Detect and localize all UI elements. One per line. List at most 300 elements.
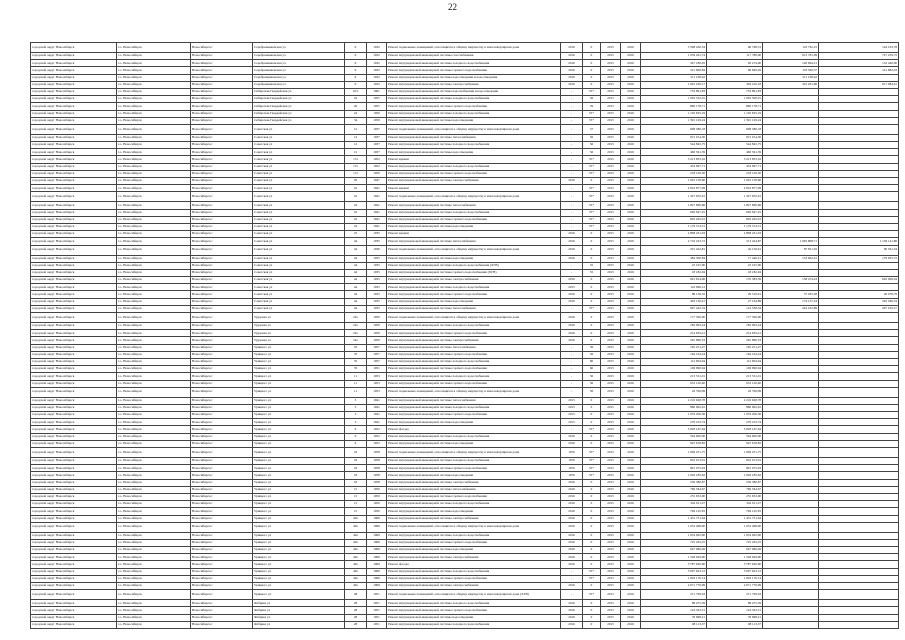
house-number-cell: 11 — [345, 373, 367, 380]
total-cost-cell: 484 300,84 — [641, 255, 707, 262]
street-cell: Урицкого ул — [253, 351, 345, 358]
house-number-cell: 16/1 — [345, 88, 367, 95]
cost-source-1-cell: 460 561,59 — [707, 149, 763, 156]
municipality-cell: городской округ Новосибирск — [31, 124, 117, 134]
total-cost-cell: 1 076 206,56 — [641, 412, 707, 419]
end-year-cell: 2016 — [621, 330, 641, 337]
locality-cell: Новосибирск г — [191, 600, 253, 607]
start-year-cell: 2015 — [601, 74, 621, 81]
cost-source-2-cell — [763, 103, 819, 110]
cost-source-2-cell — [763, 156, 819, 163]
cost-source-2-cell — [763, 583, 819, 590]
work-type-cell: Ремонт подвальных помещений, относящихся к общему имуществу в многоквартирном доме — [387, 245, 561, 255]
house-number-cell: 44 — [345, 262, 367, 269]
end-year-cell: 2016 — [621, 284, 641, 291]
start-year-cell: 2015 — [601, 134, 621, 141]
wear-percent-cell: 0 — [583, 231, 601, 238]
city-district-cell: г.о. Новосибирск — [117, 330, 191, 337]
planned-year-cell: 2016 — [561, 245, 583, 255]
work-type-cell: Ремонт внутридомовой инженерной системы холодного водоснабжения — [387, 284, 561, 291]
city-district-cell: г.о. Новосибирск — [117, 223, 191, 230]
house-number-cell: 44 — [345, 291, 367, 298]
planned-year-cell: 2016 — [561, 277, 583, 284]
locality-cell: Новосибирск г — [191, 185, 253, 192]
locality-cell: Новосибирск г — [191, 291, 253, 298]
municipality-cell: городской округ Новосибирск — [31, 67, 117, 74]
start-year-cell: 2015 — [601, 583, 621, 590]
cost-source-1-cell: 164 104,24 — [707, 351, 763, 358]
locality-cell: Новосибирск г — [191, 245, 253, 255]
wear-percent-cell: 0 — [583, 313, 601, 323]
city-district-cell: г.о. Новосибирск — [117, 583, 191, 590]
municipality-cell: городской округ Новосибирск — [31, 412, 117, 419]
planned-year-cell: 2016 — [561, 554, 583, 561]
cost-source-1-cell: 124 343,51 — [707, 607, 763, 614]
table-row — [31, 387, 899, 397]
wear-percent-cell: 55* — [583, 202, 601, 209]
work-type-cell: Ремонт внутридомовой инженерной системы холодного водоснабжения — [387, 404, 561, 411]
table-row — [31, 358, 899, 365]
work-type-cell: Ремонт внутридомовой инженерной системы водоотведения — [387, 223, 561, 230]
city-district-cell: г.о. Новосибирск — [117, 493, 191, 500]
cost-source-1-cell: 177 500,00 — [707, 313, 763, 323]
wear-percent-cell: 55* — [583, 156, 601, 163]
city-district-cell: г.о. Новосибирск — [117, 440, 191, 447]
cost-source-2-cell — [763, 404, 819, 411]
cost-source-2-cell — [763, 88, 819, 95]
work-type-cell: Ремонт внутридомовой инженерной системы водоотведения — [387, 419, 561, 426]
cost-source-2-cell — [763, 262, 819, 269]
table-row — [31, 433, 899, 440]
build-year-cell: 1953 — [367, 373, 387, 380]
work-type-cell: Ремонт внутридомовой инженерной системы водоотведения — [387, 508, 561, 515]
locality-cell: Новосибирск г — [191, 216, 253, 223]
work-type-cell: Ремонт внутридомовой инженерной системы газоснабжения — [387, 53, 561, 60]
municipality-cell: городской округ Новосибирск — [31, 493, 117, 500]
municipality-cell: городской округ Новосибирск — [31, 568, 117, 575]
start-year-cell: 2015 — [601, 156, 621, 163]
street-cell: Урицкого ул — [253, 465, 345, 472]
cost-source-2-cell — [763, 269, 819, 276]
build-year-cell: 1941 — [367, 202, 387, 209]
end-year-cell: 2016 — [621, 561, 641, 568]
municipality-cell: городской округ Новосибирск — [31, 590, 117, 600]
cost-source-2-cell — [763, 170, 819, 177]
work-type-cell: Ремонт внутридомовой инженерной системы электроснабжения — [387, 515, 561, 522]
total-cost-cell: 925 618,82 — [641, 440, 707, 447]
locality-cell: Новосибирск г — [191, 192, 253, 202]
table-row — [31, 501, 899, 508]
city-district-cell: г.о. Новосибирск — [117, 298, 191, 305]
build-year-cell: 1969 — [367, 568, 387, 575]
work-type-cell: Ремонт внутридомовой инженерной системы водоснабжения и водоотведения — [387, 88, 561, 95]
total-cost-cell: 342 911,27 — [641, 501, 707, 508]
city-district-cell: г.о. Новосибирск — [117, 74, 191, 81]
cost-source-3-cell — [819, 330, 899, 337]
cost-source-3-cell — [819, 412, 899, 419]
work-type-cell: Ремонт внутридомовой инженерной системы теплоснабжения — [387, 397, 561, 404]
locality-cell: Новосибирск г — [191, 561, 253, 568]
planned-year-cell: - — [561, 170, 583, 177]
municipality-cell: городской округ Новосибирск — [31, 323, 117, 330]
work-type-cell: Ремонт внутридомовой инженерной системы теплоснабжения — [387, 305, 561, 312]
table-row — [31, 583, 899, 590]
planned-year-cell: - — [561, 575, 583, 582]
house-number-cell: 44 — [345, 238, 367, 245]
build-year-cell: 1935 — [367, 284, 387, 291]
cost-source-2-cell — [763, 373, 819, 380]
cost-source-1-cell: 98 113,37 — [707, 621, 763, 628]
cost-source-1-cell: 693 202,01 — [707, 216, 763, 223]
cost-source-2-cell — [763, 134, 819, 141]
cost-source-3-cell — [819, 103, 899, 110]
planned-year-cell: - — [561, 88, 583, 95]
start-year-cell: 2015 — [601, 337, 621, 344]
wear-percent-cell: 55* — [583, 590, 601, 600]
total-cost-cell: 915 014,30 — [641, 134, 707, 141]
municipality-cell: городской округ Новосибирск — [31, 255, 117, 262]
cost-source-2-cell: 1 065 808,71 — [763, 238, 819, 245]
house-number-cell: 35 — [345, 344, 367, 351]
cost-source-3-cell — [819, 117, 899, 124]
wear-percent-cell: 0 — [583, 178, 601, 185]
total-cost-cell: 816 013,61 — [641, 458, 707, 465]
municipality-cell: городской округ Новосибирск — [31, 142, 117, 149]
end-year-cell: 2016 — [621, 621, 641, 628]
end-year-cell: 2016 — [621, 373, 641, 380]
work-type-cell: Ремонт внутридомовой инженерной системы электроснабжения — [387, 479, 561, 486]
cost-source-1-cell: 769 564,67 — [707, 486, 763, 493]
start-year-cell: 2015 — [601, 501, 621, 508]
house-number-cell: 9 — [345, 43, 367, 53]
total-cost-cell: 1 054 002,00 — [641, 532, 707, 539]
cost-source-1-cell: 3 028 167,64 — [707, 426, 763, 433]
cost-source-1-cell: 652 120,40 — [707, 380, 763, 387]
wear-percent-cell: 0 — [583, 486, 601, 493]
locality-cell: Новосибирск г — [191, 67, 253, 74]
total-cost-cell: 271 790,93 — [641, 590, 707, 600]
street-cell: Урицкого ул — [253, 522, 345, 532]
planned-year-cell: 2016 — [561, 323, 583, 330]
cost-source-1-cell: 2 808 431,03 — [707, 231, 763, 238]
work-type-cell: Ремонт внутридомовой инженерной системы электроснабжения — [387, 178, 561, 185]
build-year-cell: 1932 — [367, 81, 387, 88]
wear-percent-cell: 0 — [583, 561, 601, 568]
build-year-cell: 1969 — [367, 554, 387, 561]
city-district-cell: г.о. Новосибирск — [117, 202, 191, 209]
wear-percent-cell: 0 — [583, 433, 601, 440]
cost-source-1-cell: 182 093,24 — [707, 323, 763, 330]
cost-source-3-cell — [819, 110, 899, 117]
street-cell: Урицкого ул — [253, 472, 345, 479]
wear-percent-cell: 55* — [583, 472, 601, 479]
cost-source-1-cell: 880 992,45 — [707, 404, 763, 411]
wear-percent-cell: 0 — [583, 43, 601, 53]
municipality-cell: городской округ Новосибирск — [31, 344, 117, 351]
start-year-cell: 2015 — [601, 291, 621, 298]
street-cell: Урицкого ул — [253, 397, 345, 404]
build-year-cell: 1957 — [367, 351, 387, 358]
street-cell: Урицкого ул — [253, 539, 345, 546]
wear-percent-cell: 55* — [583, 192, 601, 202]
city-district-cell: г.о. Новосибирск — [117, 621, 191, 628]
total-cost-cell: 3 213 853,16 — [641, 156, 707, 163]
build-year-cell: 1955 — [367, 96, 387, 103]
wear-percent-cell: 0 — [583, 397, 601, 404]
planned-year-cell: - — [561, 262, 583, 269]
locality-cell: Новосибирск г — [191, 337, 253, 344]
work-type-cell: Ремонт внутридомовой инженерной системы горячего водоснабжения — [387, 170, 561, 177]
table-row — [31, 337, 899, 344]
city-district-cell: г.о. Новосибирск — [117, 156, 191, 163]
work-type-cell: Ремонт крыши — [387, 231, 561, 238]
city-district-cell: г.о. Новосибирск — [117, 433, 191, 440]
build-year-cell: 1937 — [367, 142, 387, 149]
table-row — [31, 412, 899, 419]
house-number-cell: 18 — [345, 479, 367, 486]
total-cost-cell: 18 182,94 — [641, 269, 707, 276]
house-number-cell: 16 — [345, 96, 367, 103]
city-district-cell: г.о. Новосибирск — [117, 465, 191, 472]
street-cell: Серебренниковская ул — [253, 43, 345, 53]
house-number-cell: 11 — [345, 387, 367, 397]
locality-cell: Новосибирск г — [191, 344, 253, 351]
municipality-cell: городской округ Новосибирск — [31, 231, 117, 238]
build-year-cell: 1956 — [367, 110, 387, 117]
wear-percent-cell: 0 — [583, 298, 601, 305]
street-cell: Советская ул — [253, 178, 345, 185]
end-year-cell: 2016 — [621, 323, 641, 330]
start-year-cell: 2015 — [601, 515, 621, 522]
work-type-cell: Ремонт подвальных помещений, относящихся к общему имуществу в многоквартирном доме — [387, 192, 561, 202]
wear-percent-cell: 0 — [583, 539, 601, 546]
cost-source-1-cell: 1 052 498,00 — [707, 522, 763, 532]
planned-year-cell: 1976 — [561, 448, 583, 458]
total-cost-cell: 880 992,45 — [641, 404, 707, 411]
municipality-cell: городской округ Новосибирск — [31, 448, 117, 458]
street-cell: Сибирская-Гвардейская ул — [253, 96, 345, 103]
wear-percent-cell: 55* — [583, 88, 601, 95]
city-district-cell: г.о. Новосибирск — [117, 323, 191, 330]
city-district-cell: г.о. Новосибирск — [117, 103, 191, 110]
wear-percent-cell: 56 — [583, 134, 601, 141]
build-year-cell: 1950 — [367, 486, 387, 493]
work-type-cell: Ремонт внутридомовой инженерной системы электроснабжения — [387, 277, 561, 284]
street-cell: Урицкого ул — [253, 554, 345, 561]
street-cell: Урицкого ул — [253, 493, 345, 500]
house-number-cell: 48 — [345, 590, 367, 600]
build-year-cell: 1958 — [367, 448, 387, 458]
city-district-cell: г.о. Новосибирск — [117, 117, 191, 124]
start-year-cell: 2015 — [601, 170, 621, 177]
start-year-cell: 2015 — [601, 448, 621, 458]
locality-cell: Новосибирск г — [191, 43, 253, 53]
municipality-cell: городской округ Новосибирск — [31, 419, 117, 426]
start-year-cell: 2015 — [601, 284, 621, 291]
cost-source-2-cell — [763, 440, 819, 447]
end-year-cell: 2016 — [621, 380, 641, 387]
cost-source-1-cell: 43 706,99 — [707, 387, 763, 397]
total-cost-cell: 43 706,99 — [641, 387, 707, 397]
build-year-cell: 1941 — [367, 209, 387, 216]
street-cell: Урицкого ул — [253, 440, 345, 447]
work-type-cell: Ремонт фасада — [387, 561, 561, 568]
house-number-cell: 17а — [345, 156, 367, 163]
municipality-cell: городской округ Новосибирск — [31, 96, 117, 103]
street-cell: Советская ул — [253, 142, 345, 149]
house-number-cell: 40а — [345, 547, 367, 554]
cost-source-1-cell: 1 327 952,61 — [707, 192, 763, 202]
planned-year-cell: 2016 — [561, 67, 583, 74]
end-year-cell: 2016 — [621, 539, 641, 546]
planned-year-cell: 2016 — [561, 532, 583, 539]
cost-source-2-cell — [763, 479, 819, 486]
work-type-cell: Ремонт внутридомовой инженерной системы горячего водоснабжения — [387, 67, 561, 74]
cost-source-1-cell: 10 197,00 — [707, 262, 763, 269]
planned-year-cell: 2016 — [561, 440, 583, 447]
street-cell: Советская ул — [253, 238, 345, 245]
wear-percent-cell: 0 — [583, 479, 601, 486]
city-district-cell: г.о. Новосибирск — [117, 305, 191, 312]
locality-cell: Новосибирск г — [191, 149, 253, 156]
start-year-cell: 2015 — [601, 366, 621, 373]
municipality-cell: городской округ Новосибирск — [31, 380, 117, 387]
municipality-cell: городской округ Новосибирск — [31, 330, 117, 337]
build-year-cell: 1951 — [367, 614, 387, 621]
cost-source-3-cell — [819, 202, 899, 209]
street-cell: Серебренниковская ул — [253, 67, 345, 74]
work-type-cell: Ремонт внутридомовой инженерной системы водоотведения — [387, 440, 561, 447]
work-type-cell: Ремонт подвальных помещений, относящихся к общему имуществу в многоквартирном доме — [387, 313, 561, 323]
cost-source-3-cell — [819, 88, 899, 95]
locality-cell: Новосибирск г — [191, 493, 253, 500]
municipality-cell: городской округ Новосибирск — [31, 209, 117, 216]
cost-source-1-cell — [707, 74, 763, 81]
end-year-cell: 2016 — [621, 185, 641, 192]
street-cell: Фабрика ул — [253, 600, 345, 607]
city-district-cell: г.о. Новосибирск — [117, 255, 191, 262]
locality-cell: Новосибирск г — [191, 134, 253, 141]
cost-source-3-cell — [819, 465, 899, 472]
cost-source-1-cell: 245 890,53 — [707, 337, 763, 344]
table-row — [31, 156, 899, 163]
table-row — [31, 134, 899, 141]
locality-cell: Новосибирск г — [191, 81, 253, 88]
wear-percent-cell: 0 — [583, 419, 601, 426]
locality-cell: Новосибирск г — [191, 170, 253, 177]
cost-source-1-cell: 255 653,00 — [707, 493, 763, 500]
street-cell: Советская ул — [253, 209, 345, 216]
locality-cell: Новосибирск г — [191, 142, 253, 149]
work-type-cell: Ремонт внутридомовой инженерной системы водоотведения — [387, 472, 561, 479]
end-year-cell: 2016 — [621, 486, 641, 493]
build-year-cell: 1955 — [367, 103, 387, 110]
planned-year-cell: - — [561, 373, 583, 380]
cost-source-1-cell: 753 891,83 — [707, 88, 763, 95]
locality-cell: Новосибирск г — [191, 614, 253, 621]
end-year-cell: 2016 — [621, 419, 641, 426]
cost-source-3-cell: 144 163,78 — [819, 43, 899, 53]
start-year-cell: 2015 — [601, 298, 621, 305]
table-row — [31, 284, 899, 291]
city-district-cell: г.о. Новосибирск — [117, 515, 191, 522]
street-cell: Урицкого ул — [253, 373, 345, 380]
cost-source-2-cell — [763, 96, 819, 103]
table-row — [31, 479, 899, 486]
build-year-cell: 1950 — [367, 170, 387, 177]
end-year-cell: 2016 — [621, 156, 641, 163]
street-cell: Фабрика ул — [253, 621, 345, 628]
planned-year-cell: - — [561, 305, 583, 312]
start-year-cell: 2015 — [601, 142, 621, 149]
cost-source-2-cell — [763, 426, 819, 433]
locality-cell: Новосибирск г — [191, 515, 253, 522]
wear-percent-cell: 0 — [583, 245, 601, 255]
build-year-cell: 1941 — [367, 397, 387, 404]
municipality-cell: городской округ Новосибирск — [31, 88, 117, 95]
planned-year-cell: - — [561, 124, 583, 134]
house-number-cell: 9 — [345, 74, 367, 81]
city-district-cell: г.о. Новосибирск — [117, 163, 191, 170]
cost-source-2-cell — [763, 380, 819, 387]
locality-cell: Новосибирск г — [191, 277, 253, 284]
locality-cell: Новосибирск г — [191, 440, 253, 447]
house-number-cell: 15 — [345, 508, 367, 515]
wear-percent-cell: 55* — [583, 117, 601, 124]
start-year-cell: 2015 — [601, 223, 621, 230]
start-year-cell: 2015 — [601, 433, 621, 440]
city-district-cell: г.о. Новосибирск — [117, 486, 191, 493]
cost-source-3-cell — [819, 134, 899, 141]
planned-year-cell: - — [561, 209, 583, 216]
city-district-cell: г.о. Новосибирск — [117, 262, 191, 269]
cost-source-2-cell — [763, 607, 819, 614]
municipality-cell: городской округ Новосибирск — [31, 134, 117, 141]
build-year-cell: 1969 — [367, 522, 387, 532]
work-type-cell: Ремонт подвальных помещений, относящихся к общему имуществу в многоквартирном доме — [387, 387, 561, 397]
start-year-cell: 2015 — [601, 412, 621, 419]
end-year-cell: 2016 — [621, 433, 641, 440]
cost-source-2-cell — [763, 458, 819, 465]
city-district-cell: г.о. Новосибирск — [117, 600, 191, 607]
build-year-cell: 1958 — [367, 479, 387, 486]
house-number-cell: 22а — [345, 330, 367, 337]
wear-percent-cell: 0 — [583, 404, 601, 411]
locality-cell: Новосибирск г — [191, 433, 253, 440]
cost-source-2-cell — [763, 448, 819, 458]
work-type-cell: Ремонт внутридомовой инженерной системы электроснабжения — [387, 583, 561, 590]
cost-source-3-cell — [819, 149, 899, 156]
build-year-cell: 1957 — [367, 358, 387, 365]
street-cell: Урицкого ул — [253, 532, 345, 539]
capital-repair-table — [30, 42, 899, 629]
start-year-cell: 2015 — [601, 387, 621, 397]
cost-source-3-cell — [819, 532, 899, 539]
start-year-cell: 2015 — [601, 465, 621, 472]
cost-source-3-cell — [819, 493, 899, 500]
municipality-cell: городской округ Новосибирск — [31, 465, 117, 472]
total-cost-cell: 98 113,37 — [641, 621, 707, 628]
city-district-cell: г.о. Новосибирск — [117, 277, 191, 284]
house-number-cell: 44 — [345, 269, 367, 276]
municipality-cell: городской округ Новосибирск — [31, 269, 117, 276]
cost-source-3-cell: 663 006,04 — [819, 277, 899, 284]
city-district-cell: г.о. Новосибирск — [117, 344, 191, 351]
cost-source-3-cell — [819, 554, 899, 561]
planned-year-cell: - — [561, 202, 583, 209]
municipality-cell: городской округ Новосибирск — [31, 458, 117, 465]
cost-source-2-cell — [763, 330, 819, 337]
